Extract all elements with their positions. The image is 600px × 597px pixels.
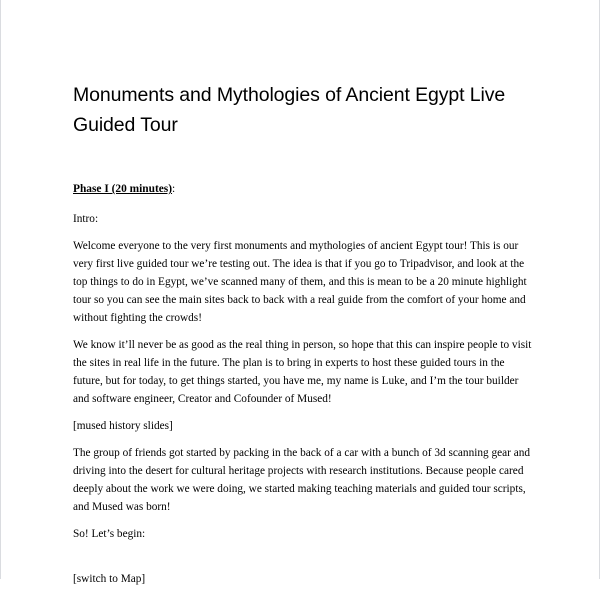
begin-line: So! Let’s begin: (73, 528, 146, 540)
phase-heading-suffix: : (172, 183, 176, 195)
intro-label: Intro: (73, 213, 99, 225)
switch-to-map-cue: [switch to Map] (73, 573, 146, 585)
history-slides-cue: [mused history slides] (73, 420, 173, 432)
document-content (73, 80, 533, 585)
document-title: Monuments and Mythologies of Ancient Egypt Live Guided Tour (73, 84, 506, 136)
history-paragraph: The group of friends got started by packing in the back of a car with a bunch of 3d scanning gear and driving into the desert for cultural heritage projects with research institutions. Because people cared deeply about the work we were doing, we started making teaching materials and guided tour scripts, and Mused was born! (73, 447, 531, 513)
welcome-paragraph: Welcome everyone to the very first monuments and mythologies of ancient Egypt tour! This is our very first live guided tour we’re testing out. The idea is that if you go to Tripadvisor, and look at the top things to do in Egypt, we’ve scanned many of them, and this is mean to be a 20 minute highlight tour so you can see the main sites back to back with a real guide from the comfort of your home and without fighting the crowds! (73, 240, 527, 324)
expectations-paragraph: We know it’ll never be as good as the real thing in person, so hope that this can inspire people to visit the sites in real life in the future. The plan is to bring in experts to host these guided tours in the future, but for today, to get things started, you have me, my name is Luke, and I’m the tour builder and software engineer, Creator and Cofounder of Mused! (73, 339, 532, 405)
phase-heading (73, 182, 175, 197)
phase-heading-label: Phase I (20 minutes) (73, 183, 173, 195)
document-body (73, 210, 533, 597)
